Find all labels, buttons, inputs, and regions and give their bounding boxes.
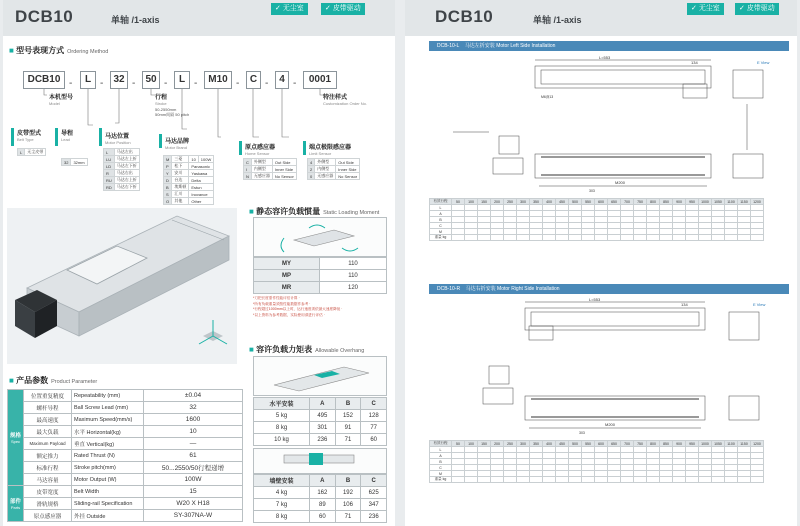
separator: -: [69, 78, 73, 89]
limit-sensor-table: 4 外侧型 Out Side 2 内侧型 Inner Side 0 无感应器 No Sensor: [307, 158, 360, 180]
row-label: M: [430, 229, 452, 235]
table-header-cell: 650: [608, 441, 621, 447]
table-header-cell: 1200: [751, 199, 764, 205]
e-view-label: E View: [753, 302, 766, 307]
table-header-cell: 1150: [738, 199, 751, 205]
static-moment-table: MY 110 MP 110 MR 120: [253, 257, 387, 294]
table-header-cell: 300: [517, 199, 530, 205]
table-header-cell: 1050: [712, 441, 725, 447]
wall-overhang-table: 墙壁安装 A B C 4 kg 162 192 625 7 kg 89 106 347 8 kg 60 71 236: [253, 474, 387, 523]
table-header-cell: 250: [504, 441, 517, 447]
accent-bar: [239, 141, 242, 155]
motor-brand-table: M 三菱 10 100W P 松下 Panasonic Y 安川 Yaskawa D 台达 Delta B 埃斯顿 Estun S 汇川 Inovance O 其他 Other: [163, 155, 214, 205]
table-header-cell: 950: [686, 199, 699, 205]
table-row: [430, 235, 764, 241]
linear-actuator-image: [7, 208, 237, 364]
overhang-heading: ■ 容许负载力矩表 Allowable Overhang: [249, 345, 365, 354]
square-bullet-icon: ■: [9, 376, 14, 385]
table-header-cell: 550: [582, 199, 595, 205]
table-header-cell: 500: [569, 441, 582, 447]
table-header-cell: 800: [647, 441, 660, 447]
dim-m200-label: M200: [605, 422, 616, 427]
product-subtitle: 单轴 /1-axis: [111, 15, 160, 25]
belt-drive-tag: ✓ 皮带驱动: [321, 3, 365, 15]
row-label: B: [430, 217, 452, 223]
square-bullet-icon: ■: [249, 345, 254, 354]
row-label: C: [430, 465, 452, 471]
order-code-motor-position: L: [174, 71, 190, 89]
row-label: L: [430, 447, 452, 453]
table-header-cell: 850: [660, 441, 673, 447]
table-header-cell: 900: [673, 199, 686, 205]
home-sensor-label: 原点感应器 Home Sensor: [245, 145, 276, 156]
product-title: DCB10: [435, 7, 494, 26]
right-catalog-page: [405, 0, 797, 526]
dim-303-label: 303: [589, 189, 595, 193]
stroke-note: 50-2550mm 50mm间隔 50 pitch: [155, 107, 190, 117]
table-header-cell: 100: [465, 199, 478, 205]
table-header-cell: 有效行程: [430, 199, 452, 205]
horizontal-mount-sketch: [254, 357, 388, 397]
table-header-cell: 50: [452, 199, 465, 205]
lead-label: 导程 Lead: [61, 131, 74, 142]
accent-bar: [159, 134, 162, 148]
params-table: 规格 Spec 位置重复精度 Repeatability (mm) ±0.04 螺杆导程 Ball Screw Lead (mm) 32 最高速度 Maximum Speed(mm/s) 1600 最大负载 水平 Horizontal(kg) 10 Maximum Payload 垂直 Vertical(kg) — 额定推力 Rated Thrust (N) 61 标准行程 Stroke pitch(mm) 50...2550/50行程递增 马达容量 Motor Output (W) 100W 部件 Parts 皮带宽度 Belt Width 15 滑轨规格 Sliding-rail Specification W20 X H18 原点感应器 外挂 Outside SY-307NA-W: [7, 389, 243, 522]
accent-bar: [99, 128, 102, 146]
lead-table: 32 32mm: [61, 158, 88, 166]
square-bullet-icon: ■: [9, 46, 14, 55]
params-heading: ■ 产品参数 Product Parameter: [9, 376, 98, 385]
dim-length-label: L=553: [599, 55, 611, 60]
product-photo: [7, 208, 237, 364]
table-header-cell: 750: [634, 199, 647, 205]
home-sensor-table: C 外侧型 Out Side I 内侧型 Inner Side N 无感应器 No Sensor: [243, 158, 297, 180]
order-code-belt: L: [80, 71, 96, 89]
square-bullet-icon: ■: [249, 207, 254, 216]
model-label: 本机型号 Model: [49, 95, 74, 106]
moment-axes-diagram: [254, 218, 388, 258]
table-header-cell: 700: [621, 441, 634, 447]
dim-303-label: 303: [579, 431, 585, 435]
row-label: L: [430, 205, 452, 211]
table-header-cell: 850: [660, 199, 673, 205]
table-header-cell: 250: [504, 199, 517, 205]
belt-type-label: 皮带型式 Belt Type: [17, 131, 42, 142]
table-header-cell: 400: [543, 199, 556, 205]
order-code-motor-brand: M10: [204, 71, 232, 89]
left-install-drawing: [429, 54, 789, 194]
right-install-drawing: [429, 296, 789, 436]
order-code-stroke: 50: [142, 71, 160, 89]
ordering-heading: ■ 型号表现方式 Ordering Method: [9, 46, 109, 55]
table-header-cell: 200: [491, 441, 504, 447]
table-header-cell: 900: [673, 441, 686, 447]
table-header-cell: 700: [621, 199, 634, 205]
wall-overhang-diagram: [253, 448, 387, 474]
dim-motor-label: 134: [691, 60, 698, 65]
table-header-cell: 800: [647, 199, 660, 205]
left-dimension-table: [429, 198, 764, 241]
section-right-header: DCB-10-R 马达右折安装 Motor Right Side Installation: [429, 284, 789, 294]
belt-type-table: L 无尘皮带: [17, 148, 46, 156]
table-header-cell: 750: [634, 441, 647, 447]
table-header-cell: 500: [569, 199, 582, 205]
motor-brand-label: 马达品牌 Motor Brand: [165, 139, 190, 150]
horizontal-overhang-table: 水平安装 A B C 5 kg 495 152 128 8 kg 301 91 77 10 kg 236 71 60: [253, 397, 387, 446]
dim-m6-label: M6深13: [541, 95, 554, 99]
right-dimension-table: [429, 440, 764, 483]
table-header-cell: 350: [530, 441, 543, 447]
separator: -: [236, 78, 240, 89]
left-catalog-page: [3, 0, 395, 526]
custom-label: 特注样式 Customization Order No.: [323, 95, 368, 106]
accent-bar: [303, 141, 306, 155]
stroke-label: 行程 Stroke: [155, 95, 168, 106]
moment-diagram: [253, 217, 387, 257]
table-header-cell: 1150: [738, 441, 751, 447]
static-moment-heading: ■ 静态容许负载惯量 Static Loading Moment: [249, 207, 380, 216]
row-label: C: [430, 223, 452, 229]
table-header-cell: 1100: [725, 199, 738, 205]
table-header-cell: 350: [530, 199, 543, 205]
order-code-model: DCB10: [23, 71, 65, 89]
table-header-cell: 1200: [751, 441, 764, 447]
row-label: M: [430, 471, 452, 477]
separator: -: [194, 78, 198, 89]
table-header-cell: 550: [582, 441, 595, 447]
table-header-cell: 950: [686, 441, 699, 447]
accent-bar: [11, 128, 14, 146]
order-code-limit: 4: [275, 71, 289, 89]
row-label: A: [430, 453, 452, 459]
table-header-cell: 450: [556, 441, 569, 447]
table-header-cell: 1000: [699, 441, 712, 447]
section-left-header: DCB-10-L 马达左折安装 Motor Left Side Installation: [429, 41, 789, 51]
table-header-cell: 有效行程: [430, 441, 452, 447]
table-header-cell: 650: [608, 199, 621, 205]
separator: -: [132, 78, 136, 89]
separator: -: [293, 78, 297, 89]
separator: -: [164, 78, 168, 89]
table-header-cell: 150: [478, 441, 491, 447]
e-view-label: E View: [757, 60, 770, 65]
horizontal-overhang-diagram: [253, 356, 387, 396]
wall-mount-sketch: [254, 449, 388, 475]
table-header-cell: 100: [465, 441, 478, 447]
order-code-lead: 32: [110, 71, 128, 89]
dim-length-label: L=553: [589, 297, 601, 302]
order-code-custom: 0001: [303, 71, 337, 89]
dustproof-tag: ✓ 无尘室: [271, 3, 308, 15]
table-header-cell: 1050: [712, 199, 725, 205]
row-label: A: [430, 211, 452, 217]
separator: -: [100, 78, 104, 89]
dim-m200-label: M200: [615, 180, 626, 185]
table-header-cell: 300: [517, 441, 530, 447]
product-title: DCB10: [15, 7, 74, 26]
table-header-cell: 200: [491, 199, 504, 205]
table-header-cell: 1000: [699, 199, 712, 205]
separator: -: [265, 78, 269, 89]
motor-position-table: L 马达左出 LU 马达左上折 LD 马达左下折 R 马达右出 RU 马达右上折 RD 马达右下折: [103, 148, 140, 191]
limit-sensor-label: 端点极限感应器 Limit Sensor: [309, 145, 352, 156]
table-header-cell: 50: [452, 441, 465, 447]
product-subtitle: 单轴 /1-axis: [533, 15, 582, 25]
order-code-origin: C: [246, 71, 261, 89]
motor-position-label: 马达位置 Motor Position: [105, 134, 131, 145]
belt-drive-tag: ✓ 皮带驱动: [735, 3, 779, 15]
dim-motor-label: 134: [681, 302, 688, 307]
accent-bar: [55, 128, 58, 146]
table-header-cell: 1100: [725, 441, 738, 447]
row-label: 重量 kg: [430, 477, 452, 483]
table-header-cell: 150: [478, 199, 491, 205]
dustproof-tag: ✓ 无尘室: [687, 3, 724, 15]
table-header-cell: 450: [556, 199, 569, 205]
static-notes: *刀把长度需作性能评估计算 · *所有负载重量须按性能数据作参考 · *行程超过1000mm以上时，运行速度须依最大速度降低 · *以上资料为参考数据，实际使用请进行评估 ·: [253, 296, 343, 317]
table-header-cell: 600: [595, 199, 608, 205]
table-row: [430, 477, 764, 483]
table-header-cell: 400: [543, 441, 556, 447]
row-label: B: [430, 459, 452, 465]
table-header-cell: 600: [595, 441, 608, 447]
row-label: 重量 kg: [430, 235, 452, 241]
